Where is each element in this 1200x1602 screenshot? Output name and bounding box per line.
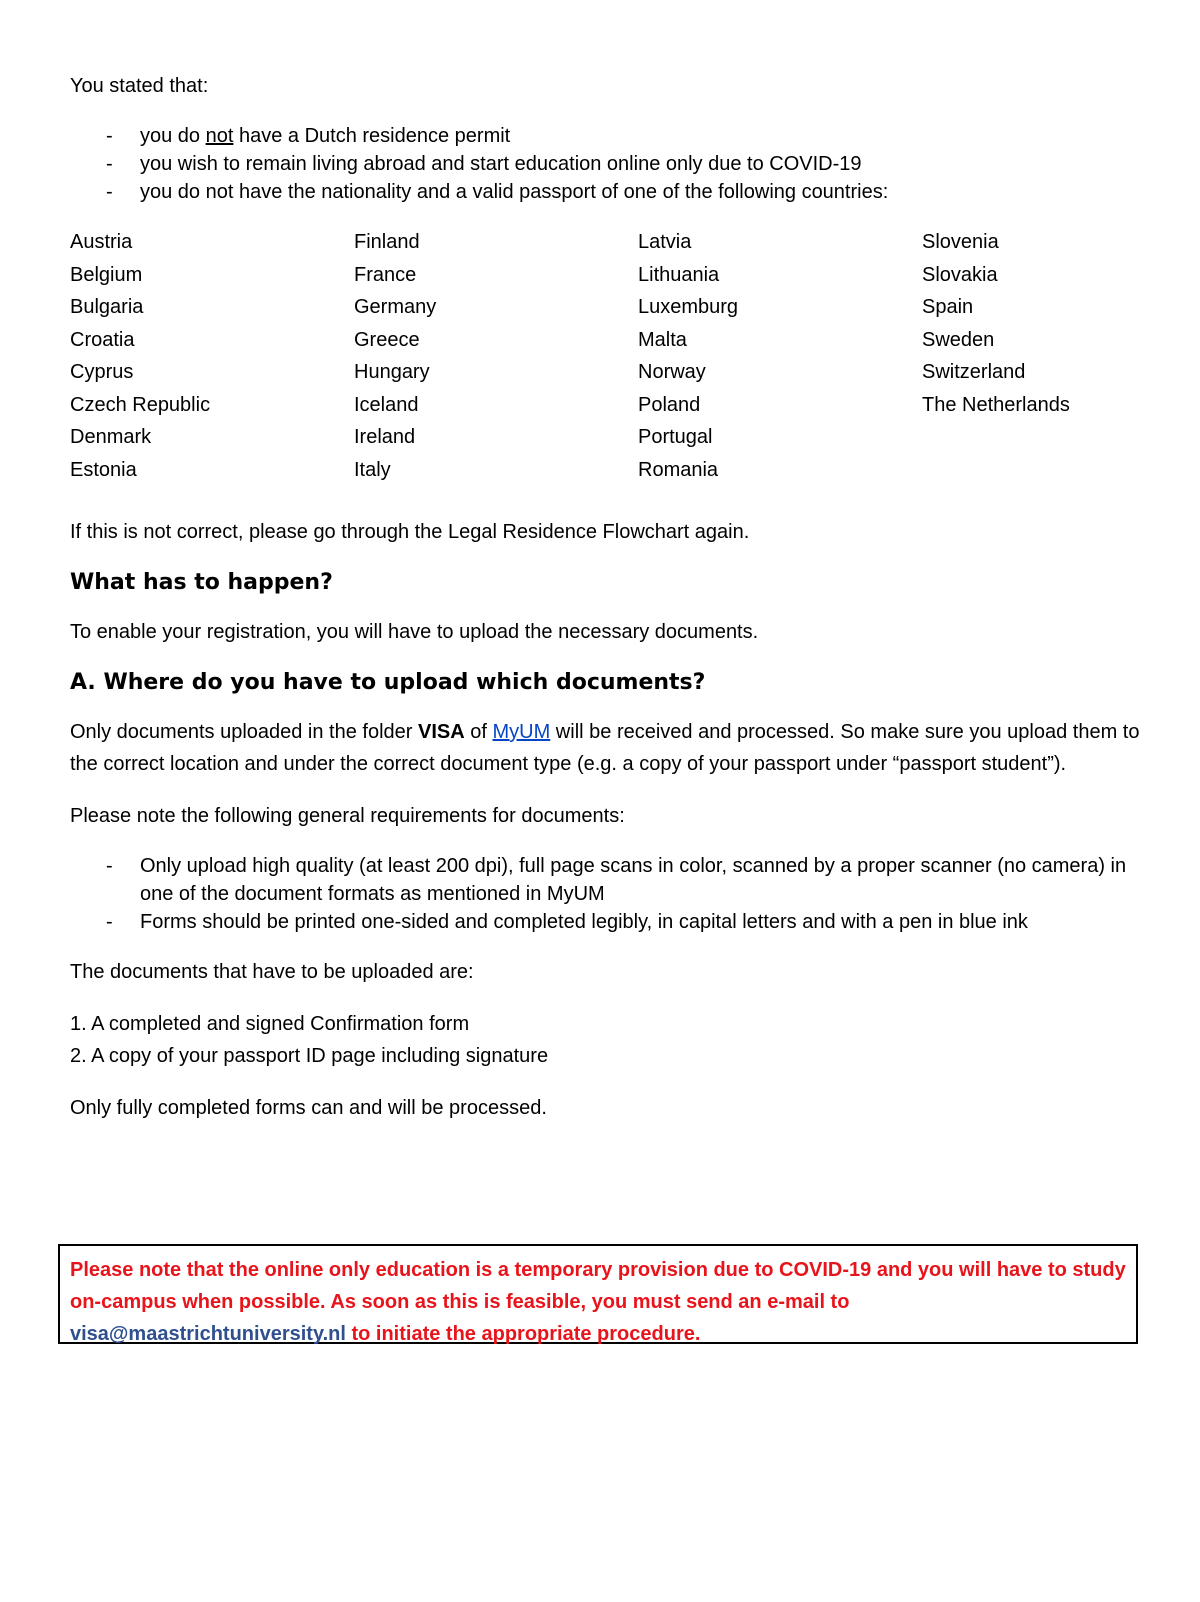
upload-paragraph: Only documents uploaded in the folder VISA of MyUM will be received and processed. So make sure you upload them to the correct location and under the correct document type (e.g. a copy of your passport under “passport student”). <box>70 721 1140 775</box>
myum-link[interactable]: MyUM <box>492 721 551 743</box>
country-name: Malta <box>638 328 687 351</box>
country-name: Luxemburg <box>638 296 739 318</box>
statement-item: - you wish to remain living abroad and start education online only due to COVID-19 <box>70 150 1150 178</box>
country-column <box>922 226 1150 486</box>
not-correct-text: If this is not correct, please go through the Legal Residence Flowchart again. <box>70 521 750 543</box>
section-heading: What has to happen? <box>70 570 333 595</box>
country-name: The Netherlands <box>922 393 1070 416</box>
statement-item: - you do not have a Dutch residence permit <box>70 122 1150 150</box>
document-page <box>70 70 1150 1345</box>
country-column <box>638 226 922 486</box>
country-name: Croatia <box>70 328 135 351</box>
only-complete-text: Only fully completed forms can and will be processed. <box>70 1097 547 1119</box>
requirements-list <box>70 852 1150 936</box>
country-name: Sweden <box>922 328 995 351</box>
dash-bullet: - <box>106 911 113 933</box>
country-name: Poland <box>638 393 701 416</box>
country-name: Cyprus <box>70 361 134 383</box>
country-name: Italy <box>354 458 391 481</box>
general-requirements-text: Please note the following general requirements for documents: <box>70 805 625 827</box>
country-name: Hungary <box>354 361 430 383</box>
country-name: Romania <box>638 458 719 481</box>
country-name: Latvia <box>638 231 692 253</box>
dash-bullet: - <box>106 125 113 147</box>
country-name: Finland <box>354 231 420 253</box>
country-name: Spain <box>922 296 974 318</box>
enable-text: To enable your registration, you will have to upload the necessary documents. <box>70 621 759 643</box>
country-list <box>70 226 1150 486</box>
country-name: Estonia <box>70 458 137 481</box>
country-name: Slovenia <box>922 231 999 253</box>
country-name: Slovakia <box>922 263 998 286</box>
country-column <box>70 226 354 486</box>
country-name: Denmark <box>70 426 152 448</box>
documents-intro: The documents that have to be uploaded are: <box>70 961 474 983</box>
covid-notice-box: Please note that the online only education is a temporary provision due to COVID-19 and you will have to study on-campus when possible. As soon as this is feasible, you must send an e-mail to visa@maastrichtuniversity.nl to initiate the appropriate procedure. <box>58 1244 1138 1344</box>
country-name: Czech Republic <box>70 393 211 416</box>
requirement-item: - Only upload high quality (at least 200 dpi), full page scans in color, scanned by a proper scanner (no camera) in one of the document formats as mentioned in MyUM <box>70 852 1150 908</box>
country-name: Belgium <box>70 263 143 286</box>
document-item: 1. A completed and signed Confirmation form <box>70 1013 470 1035</box>
country-name: Switzerland <box>922 361 1026 383</box>
country-name: Austria <box>70 231 133 253</box>
dash-bullet: - <box>106 181 113 203</box>
statement-list <box>70 122 1150 206</box>
country-name: Germany <box>354 296 437 318</box>
country-name: Bulgaria <box>70 296 144 318</box>
document-item: 2. A copy of your passport ID page including signature <box>70 1045 549 1067</box>
dash-bullet: - <box>106 855 113 877</box>
intro-text: You stated that: <box>70 75 209 97</box>
email-link[interactable]: visa@maastrichtuniversity.nl <box>70 1323 346 1345</box>
country-name: Iceland <box>354 393 419 416</box>
country-name: Greece <box>354 328 420 351</box>
country-name: Norway <box>638 361 706 383</box>
country-name: Ireland <box>354 426 416 448</box>
dash-bullet: - <box>106 153 113 175</box>
section-heading: A. Where do you have to upload which documents? <box>70 670 706 695</box>
country-column <box>354 226 638 486</box>
country-name: France <box>354 263 417 286</box>
country-name: Lithuania <box>638 263 720 286</box>
requirement-item: - Forms should be printed one-sided and completed legibly, in capital letters and with a pen in blue ink <box>70 908 1150 936</box>
country-name: Portugal <box>638 426 713 448</box>
statement-item: - you do not have the nationality and a valid passport of one of the following countries: <box>70 178 1150 206</box>
